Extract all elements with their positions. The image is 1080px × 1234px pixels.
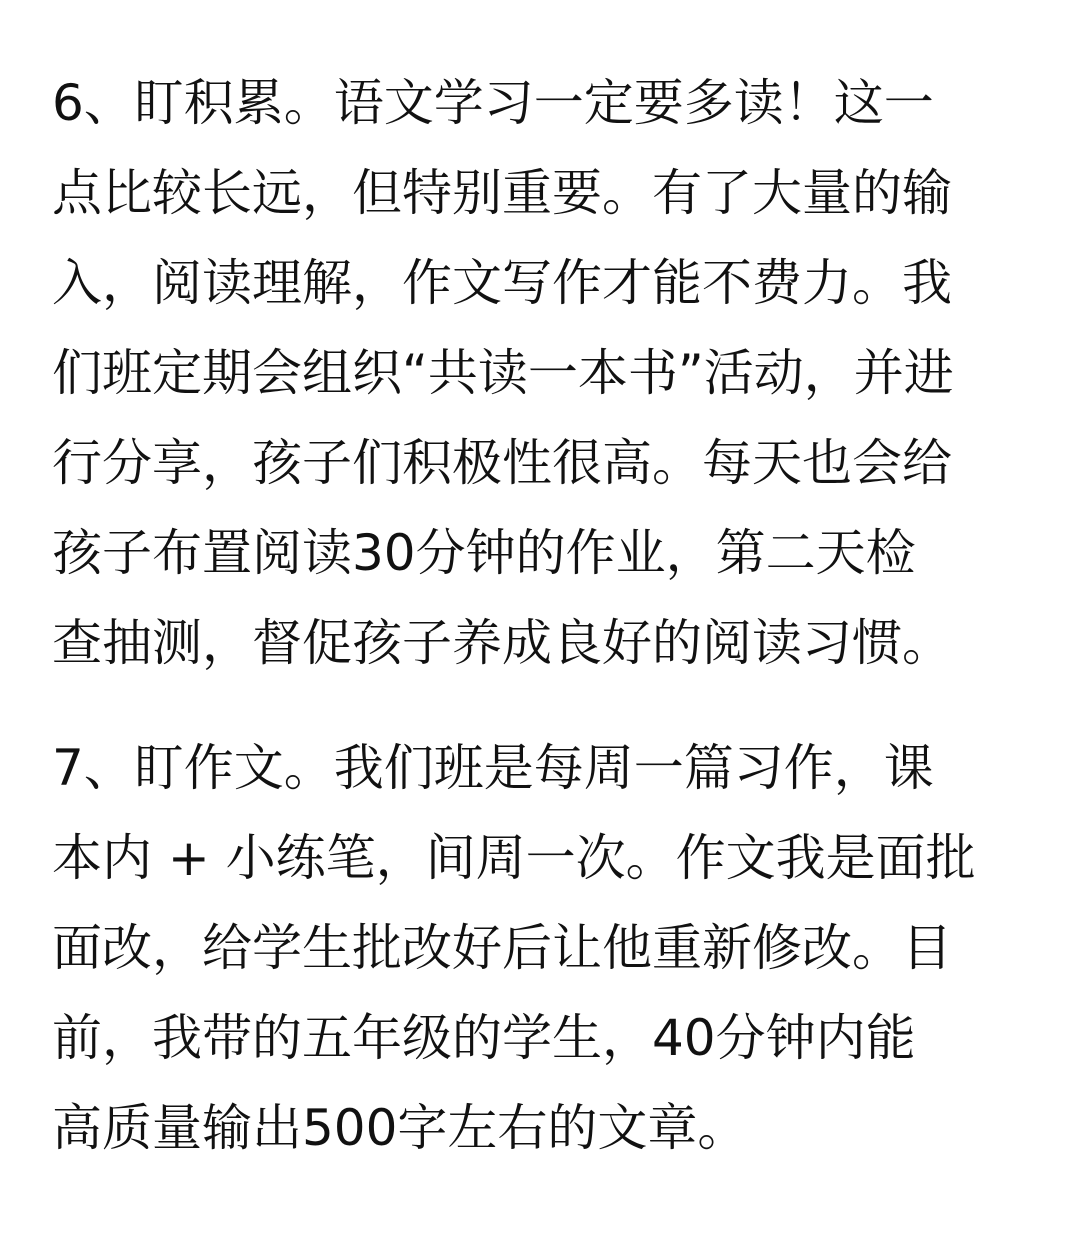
text-line: 7、盯作文。我们班是每周一篇习作，课	[52, 739, 934, 797]
paragraph-accumulation	[52, 58, 954, 688]
text-line: 查抽测，督促孩子养成良好的阅读习惯。	[52, 614, 952, 672]
paragraph-composition	[52, 723, 976, 1173]
document-page	[52, 0, 1032, 1234]
text-line: 本内 + 小练笔，间周一次。作文我是面批	[52, 829, 976, 887]
text-line: 行分享，孩子们积极性很高。每天也会给	[52, 434, 952, 492]
text-line: 孩子布置阅读30分钟的作业，第二天检	[52, 524, 916, 582]
text-line: 入，阅读理解，作文写作才能不费力。我	[52, 254, 952, 312]
text-line: 们班定期会组织“共读一本书”活动，并进	[52, 344, 954, 402]
text-line: 高质量输出500字左右的文章。	[52, 1099, 748, 1157]
text-line: 6、盯积累。语文学习一定要多读！这一	[52, 74, 934, 132]
text-line: 面改，给学生批改好后让他重新修改。目	[52, 919, 952, 977]
text-line: 点比较长远，但特别重要。有了大量的输	[52, 164, 952, 222]
text-line: 前，我带的五年级的学生，40分钟内能	[52, 1009, 916, 1067]
